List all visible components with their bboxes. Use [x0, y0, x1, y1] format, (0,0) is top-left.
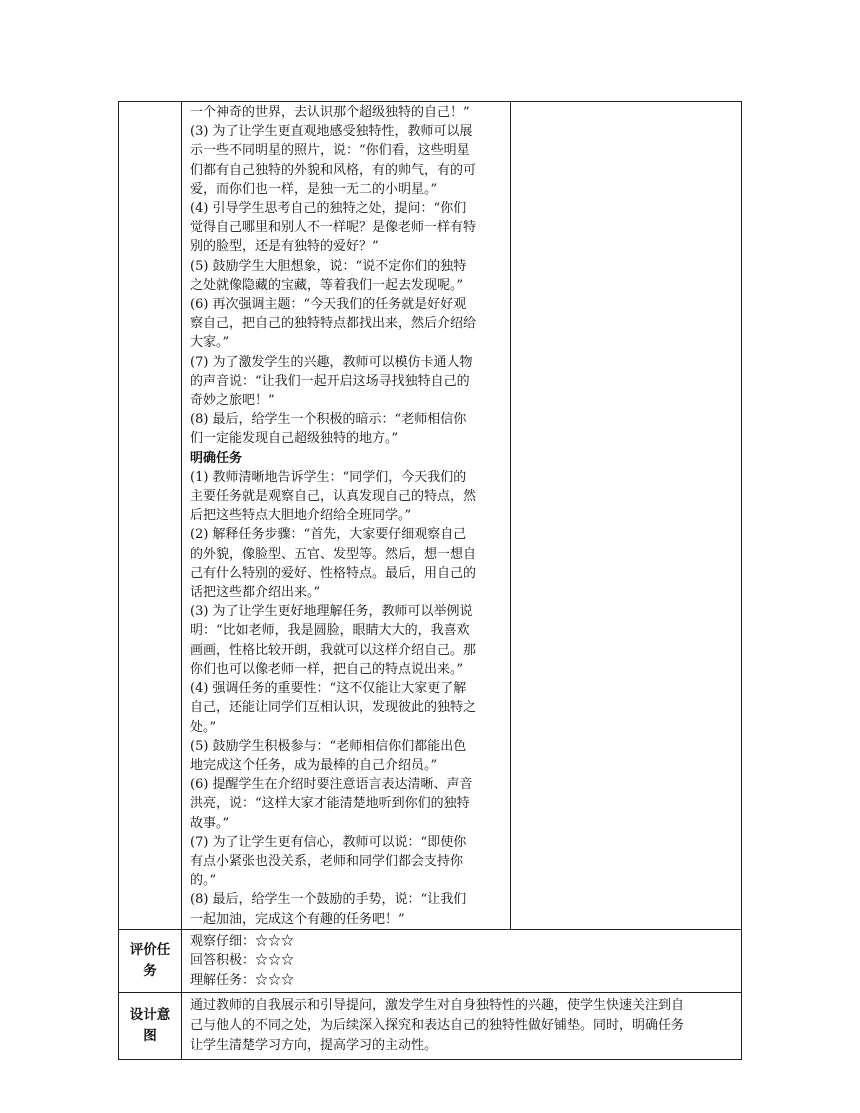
- activity-line: (8) 最后，给学生一个鼓励的手势，说：“让我们: [190, 892, 467, 908]
- activity-line: 示一些不同明星的照片，说：“你们看，这些明星: [190, 143, 470, 159]
- design-intent-row: [119, 993, 742, 1060]
- activity-line: 们一定能发现自己超级独特的地方。”: [190, 431, 399, 447]
- activity-line: (5) 鼓励学生大胆想象，说：“说不定你们的独特: [190, 258, 467, 274]
- activity-line: (3) 为了让学生更直观地感受独特性，教师可以展: [190, 124, 473, 140]
- evaluation-item: 观察仔细：☆☆☆: [190, 933, 295, 949]
- activity-line: (6) 提醒学生在介绍时要注意语言表达清晰、声音: [190, 777, 473, 793]
- activity-line: 画画，性格比较开朗，我就可以这样介绍自己。那: [190, 642, 477, 658]
- design-intent-line: 通过教师的自我展示和引导提问，激发学生对自身独特性的兴趣，使学生快速关注到自: [190, 998, 685, 1014]
- activity-line: 一个神奇的世界，去认识那个超级独特的自己！”: [190, 105, 470, 120]
- activity-line: 的声音说：“让我们一起开启这场寻找独特自己的: [190, 373, 470, 389]
- activity-line: (3) 为了让学生更好地理解任务，教师可以举例说: [190, 604, 473, 620]
- activity-line: 的。”: [190, 873, 217, 889]
- activity-line: (5) 鼓励学生积极参与：“老师相信你们都能出色: [190, 738, 467, 754]
- activity-line: 觉得自己哪里和别人不一样呢？是像老师一样有特: [190, 220, 477, 236]
- activity-content-cell: [182, 102, 511, 930]
- activity-line: 话把这些都介绍出来。”: [190, 585, 321, 601]
- activity-line: 故事。”: [190, 815, 230, 831]
- activity-line: 一起加油，完成这个有趣的任务吧！”: [190, 911, 405, 927]
- evaluation-row: [119, 929, 742, 993]
- activity-line: (7) 为了激发学生的兴趣，教师可以模仿卡通人物: [190, 354, 473, 370]
- activity-line: 之处就像隐藏的宝藏，等着我们一起去发现呢。”: [190, 277, 464, 293]
- activity-line: 的外貌，像脸型、五官、发型等。然后，想一想自: [190, 546, 477, 562]
- design-intent-content-cell: [182, 993, 742, 1060]
- activity-line: 察自己，把自己的独特特点都找出来，然后介绍给: [190, 316, 477, 332]
- activity-line: (4) 强调任务的重要性：“这不仅能让大家更了解: [190, 681, 467, 697]
- activity-line: 爱，而你们也一样，是独一无二的小明星。”: [190, 181, 438, 197]
- activity-line: (1) 教师清晰地告诉学生：“同学们，今天我们的: [190, 469, 467, 485]
- student-activity-cell: [511, 102, 742, 930]
- activity-line: 洪亮，说：“这样大家才能清楚地听到你们的独特: [190, 796, 470, 812]
- evaluation-label: 评价任 务: [129, 941, 171, 979]
- activity-line: 奇妙之旅吧！”: [190, 393, 275, 409]
- design-intent-label-cell: [119, 993, 182, 1060]
- activity-line: 地完成这个任务，成为最棒的自己介绍员。”: [190, 757, 438, 773]
- activity-label-cell: [119, 102, 182, 930]
- evaluation-content-cell: [182, 929, 742, 993]
- evaluation-item: 回答积极：☆☆☆: [190, 953, 295, 969]
- lesson-plan-table: [118, 101, 742, 1060]
- activity-row: [119, 102, 742, 930]
- section-heading: 明确任务: [190, 450, 243, 466]
- design-intent-label: 设计意 图: [129, 1007, 171, 1045]
- activity-line: 自己，还能让同学们互相认识，发现彼此的独特之: [190, 700, 477, 716]
- activity-line: 有点小紧张也没关系，老师和同学们都会支持你: [190, 853, 464, 869]
- activity-line: 别的脸型，还是有独特的爱好？”: [190, 239, 379, 255]
- activity-line: (2) 解释任务步骤：“首先，大家要仔细观察自己: [190, 527, 467, 543]
- activity-line: 们都有自己独特的外貌和风格，有的帅气，有的可: [190, 162, 477, 178]
- activity-line: 大家。”: [190, 335, 230, 351]
- activity-line: (6) 再次强调主题：“今天我们的任务就是好好观: [190, 297, 467, 313]
- design-intent-line: 己与他人的不同之处，为后续深入探究和表达自己的独特性做好铺垫。同时，明确任务: [190, 1018, 685, 1034]
- design-intent-line: 让学生清楚学习方向，提高学习的主动性。: [190, 1038, 438, 1054]
- evaluation-item: 理解任务：☆☆☆: [190, 972, 295, 988]
- evaluation-label-cell: [119, 929, 182, 993]
- activity-line: 处。”: [190, 719, 217, 735]
- activity-line: (8) 最后，给学生一个积极的暗示：“老师相信你: [190, 412, 467, 428]
- activity-line: 主要任务就是观察自己，认真发现自己的特点，然: [190, 489, 477, 505]
- activity-line: 你们也可以像老师一样，把自己的特点说出来。”: [190, 661, 464, 677]
- activity-text: [182, 102, 510, 929]
- activity-line: (7) 为了让学生更有信心，教师可以说：“即使你: [190, 834, 467, 850]
- activity-line: (4) 引导学生思考自己的独特之处，提问：“你们: [190, 201, 467, 217]
- activity-line: 明：“比如老师，我是圆脸，眼睛大大的，我喜欢: [190, 623, 470, 639]
- activity-line: 后把这些特点大胆地介绍给全班同学。”: [190, 508, 412, 524]
- activity-line: 己有什么特别的爱好、性格特点。最后，用自己的: [190, 565, 477, 581]
